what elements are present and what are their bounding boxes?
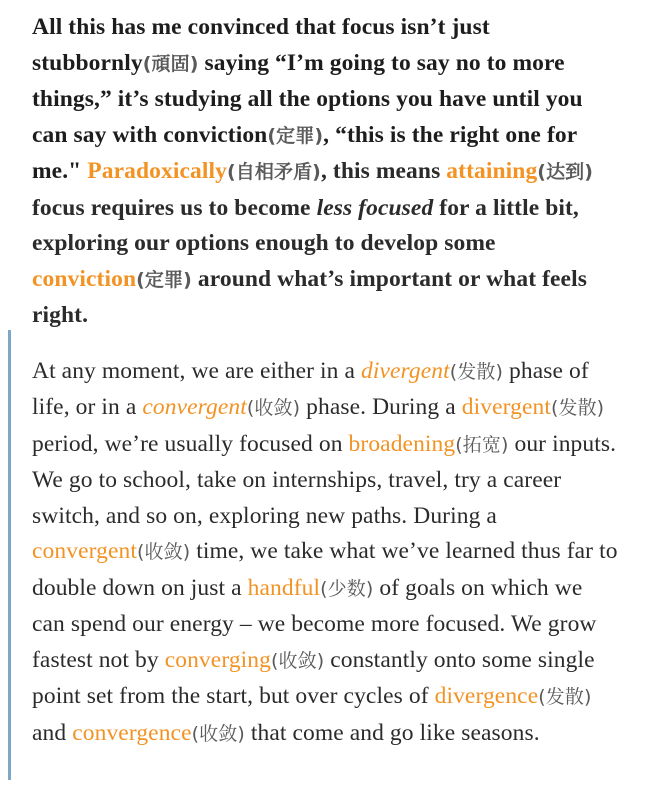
text-run: time, we take what we’ve learned thus far to double down on just a: [32, 538, 618, 601]
text-run: for a little bit, exploring our options enough to develop some: [32, 194, 579, 256]
text-run: focus isn’t just: [341, 14, 490, 40]
text-run: that come and go like seasons.: [244, 719, 540, 746]
text-run: constantly onto some single point set from the start, but over cycles of: [32, 646, 595, 709]
gloss-annotation: (自相矛盾): [226, 161, 321, 183]
text-run: and: [32, 719, 73, 746]
highlighted-term: divergent: [461, 394, 551, 420]
highlighted-term: divergence: [434, 683, 539, 709]
highlighted-term: converging: [164, 646, 271, 673]
gloss-annotation: (收敛): [271, 649, 325, 672]
document-body: [32, 10, 621, 752]
text-run: period, we’re usually focused on: [32, 430, 349, 457]
paragraph-accent-rule: [8, 330, 11, 780]
text-run: around what’s important or what feels right.: [32, 265, 587, 328]
text-run: of goals on which we can spend our energy – we become more focused. We grow fastest not by: [32, 574, 597, 673]
highlighted-term: stubbornly: [32, 49, 143, 76]
gloss-annotation: (达到): [537, 161, 594, 183]
text-run: saying “I’m going to say no to more things,” it’s studying all the options you have until you can say with: [32, 49, 583, 148]
gloss-annotation: (发散): [538, 686, 592, 708]
gloss-annotation: (收敛): [136, 541, 191, 563]
highlighted-term: handful: [247, 574, 321, 601]
text-run: , “this is the right one for me.": [32, 121, 577, 184]
text-run: At any moment, we are either in a: [32, 357, 362, 384]
gloss-annotation: (收敛): [191, 722, 245, 745]
text-run: our inputs. We go to school, take on internships, travel, try a career switch, and so on, exploring new paths. During a: [32, 430, 617, 529]
highlighted-term: attaining: [446, 158, 538, 184]
text-run: phase. During a: [300, 394, 462, 420]
highlighted-term: conviction: [32, 265, 137, 292]
text-run: less focused: [316, 194, 434, 221]
gloss-annotation: (拓宽): [455, 433, 509, 456]
text-run: , this means: [320, 158, 447, 184]
highlighted-term: convergent: [142, 394, 247, 420]
highlighted-term: broadening: [348, 430, 456, 457]
gloss-annotation: (收敛): [246, 397, 301, 419]
text-run: phase of life, or in a: [32, 357, 589, 420]
text-run: focus requires us to become: [32, 194, 317, 221]
gloss-annotation: (少数): [320, 577, 374, 600]
highlighted-term: divergent: [361, 357, 450, 384]
highlighted-term: conviction: [163, 121, 268, 148]
paragraph: [32, 354, 621, 753]
gloss-annotation: (頑固): [142, 52, 199, 75]
gloss-annotation: (发散): [449, 360, 504, 383]
highlighted-term: convergent: [32, 538, 137, 564]
text-run: All this has me convinced that: [32, 14, 342, 40]
gloss-annotation: (定罪): [267, 124, 324, 147]
highlighted-term: Paradoxically: [81, 158, 227, 184]
paragraph: [32, 10, 621, 334]
gloss-annotation: (定罪): [136, 268, 192, 291]
gloss-annotation: (发散): [550, 397, 605, 419]
highlighted-term: convergence: [72, 719, 192, 746]
